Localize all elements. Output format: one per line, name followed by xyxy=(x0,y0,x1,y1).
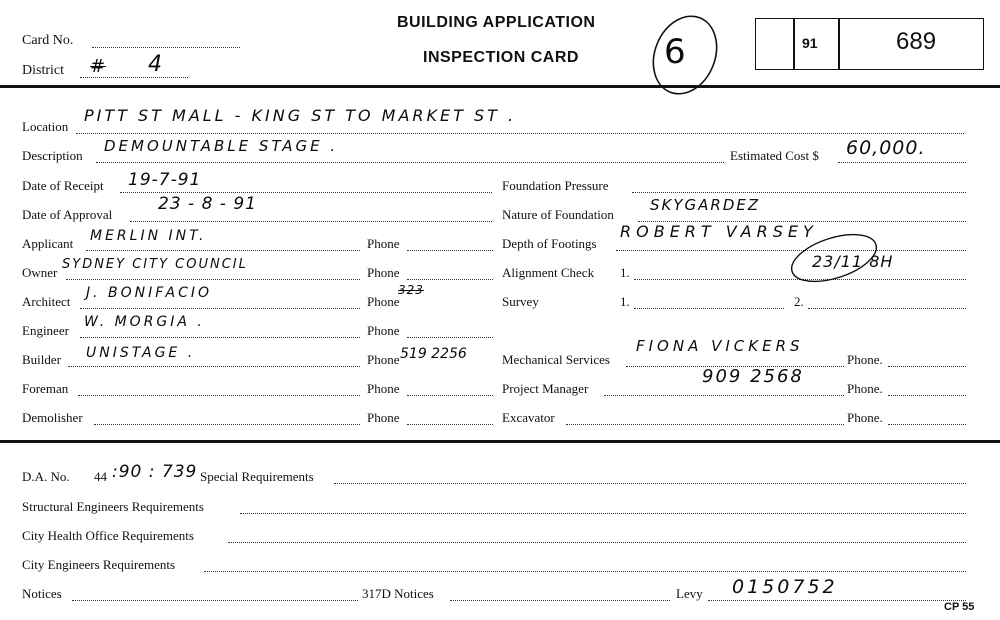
builder-phone-value: 519 2256 xyxy=(400,346,467,362)
foundation-pressure-label: Foundation Pressure xyxy=(502,178,609,193)
depth-footings-label: Depth of Footings xyxy=(502,236,597,251)
project-manager-value: 909 2568 xyxy=(702,366,804,387)
owner-label: Owner xyxy=(22,265,58,280)
builder-phone-label: Phone xyxy=(367,352,400,367)
architect-value: J. BONIFACIO xyxy=(86,285,212,301)
date-approval-label: Date of Approval xyxy=(22,207,113,222)
title-line1: BUILDING APPLICATION xyxy=(397,14,596,31)
special-req-label: Special Requirements xyxy=(200,469,314,484)
district-label: District xyxy=(22,63,64,78)
excavator-label: Excavator xyxy=(502,410,555,425)
alignment-num-1: 1. xyxy=(620,265,630,280)
nature-foundation-value: SKYGARDEZ xyxy=(650,196,761,214)
architect-label: Architect xyxy=(22,294,71,309)
applicant-value: MERLIN INT. xyxy=(90,228,207,244)
architect-phone-label: Phone xyxy=(367,294,400,309)
date-receipt-value: 19-7-91 xyxy=(128,170,202,190)
alignment-check-value: 23/11 8H xyxy=(812,252,894,271)
survey-num-2: 2. xyxy=(794,294,804,309)
applicant-label: Applicant xyxy=(22,236,74,251)
owner-phone-label: Phone xyxy=(367,265,400,280)
header-rule xyxy=(0,85,1000,88)
engineer-phone-label: Phone xyxy=(367,323,400,338)
card-no-label: Card No. xyxy=(22,33,74,48)
mechanical-label: Mechanical Services xyxy=(502,352,610,367)
title-line2: INSPECTION CARD xyxy=(423,49,579,66)
foreman-phone-label: Phone xyxy=(367,381,400,396)
district-value: 4 xyxy=(148,52,163,77)
circled-number: 6 xyxy=(664,32,687,72)
box-number: 689 xyxy=(896,28,937,55)
box-year: 91 xyxy=(802,35,818,51)
alignment-check-label: Alignment Check xyxy=(502,265,595,280)
levy-label: Levy xyxy=(676,586,703,601)
builder-label: Builder xyxy=(22,352,61,367)
builder-value: UNISTAGE . xyxy=(86,345,196,361)
middle-rule xyxy=(0,440,1000,443)
date-receipt-label: Date of Receipt xyxy=(22,178,104,193)
estimated-cost-value: 60,000. xyxy=(846,137,926,159)
district-struck-value: # xyxy=(90,56,107,77)
card-number-box xyxy=(755,18,984,70)
description-label: Description xyxy=(22,148,83,163)
mechanical-phone-label: Phone. xyxy=(847,352,883,367)
notices-label: Notices xyxy=(22,586,62,601)
da-prefix: 44 xyxy=(94,469,107,484)
survey-label: Survey xyxy=(502,294,539,309)
engineer-value: W. MORGIA . xyxy=(84,314,205,330)
demolisher-label: Demolisher xyxy=(22,410,83,425)
date-approval-value: 23 - 8 - 91 xyxy=(158,194,257,214)
mechanical-value: FIONA VICKERS xyxy=(636,337,804,355)
engineer-label: Engineer xyxy=(22,323,69,338)
district-line xyxy=(80,77,188,78)
notices-317d-label: 317D Notices xyxy=(362,586,434,601)
health-label: City Health Office Requirements xyxy=(22,528,194,543)
structural-label: Structural Engineers Requirements xyxy=(22,499,204,514)
demolisher-phone-label: Phone xyxy=(367,410,400,425)
card-no-line xyxy=(92,47,240,48)
form-code: CP 55 xyxy=(944,601,975,613)
description-value: DEMOUNTABLE STAGE . xyxy=(104,137,339,155)
da-label: D.A. No. xyxy=(22,469,70,484)
city-eng-label: City Engineers Requirements xyxy=(22,557,176,572)
applicant-phone-label: Phone xyxy=(367,236,400,251)
foreman-label: Foreman xyxy=(22,381,69,396)
architect-phone-value: 323 xyxy=(398,283,424,297)
location-value: PITT ST MALL - KING ST TO MARKET ST . xyxy=(84,106,517,125)
survey-num-1: 1. xyxy=(620,294,630,309)
levy-value: 0150752 xyxy=(732,576,838,598)
excavator-phone-label: Phone. xyxy=(847,410,883,425)
estimated-cost-label: Estimated Cost $ xyxy=(730,148,819,163)
location-label: Location xyxy=(22,119,69,134)
owner-value: SYDNEY CITY COUNCIL xyxy=(62,257,248,272)
project-manager-label: Project Manager xyxy=(502,381,589,396)
nature-foundation-label: Nature of Foundation xyxy=(502,207,614,222)
da-value: :90 : 739 xyxy=(112,462,198,482)
depth-footings-value: ROBERT VARSEY xyxy=(620,222,818,241)
project-manager-phone-label: Phone. xyxy=(847,381,883,396)
